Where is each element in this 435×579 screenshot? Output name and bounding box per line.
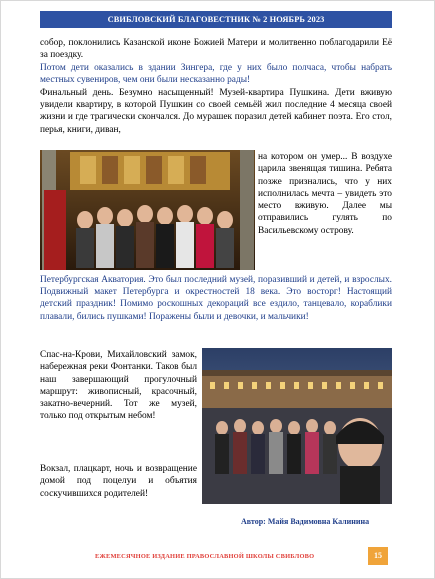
paragraph-petersburg-aquatoria: Петербургская Акватория. Это был последний музей, поразивший и детей, и взрослых. Подвижный макет Петербурга и окрестностей 18 века. Это восторг! Настоящий детский праздник! Помимо роскошных декораций все ездило, танцевало, кораблики плавали, бились пушками! Поражены были и девочки, и мальчики!	[40, 275, 392, 322]
night-embankment-photo-image	[202, 348, 392, 504]
paragraph-pushkin-museum-continued: на котором он умер... В воздухе царила звенящая тишина. Ребята позже признались, что у них исполнилась мечта – увидеть это место вживую. Далее мы отправились гулять по Васильевскому острову.	[258, 152, 392, 236]
footer-publication-name: ЕЖЕМЕСЯЧНОЕ ИЗДАНИЕ ПРАВОСЛАВНОЙ ШКОЛЫ СВИБЛОВО	[95, 553, 315, 560]
newsletter-header: СВИБЛОВСКИЙ БЛАГОВЕСТНИК № 2 НОЯБРЬ 2023	[40, 11, 392, 28]
paragraph-kazan-icon: собор, поклонились Казанской иконе Божией Матери и молитвенно поблагодарили Её за поездку.	[40, 38, 392, 61]
paragraph-return-home: Вокзал, плацкарт, ночь и возвращение домой под поцелуи и объятия соскучившихся родителей!	[40, 464, 197, 499]
cathedral-group-photo-image	[40, 150, 255, 270]
paragraph-pushkin-museum: Финальный день. Безумно насыщенный! Музей-квартира Пушкина. Дети вживую увидели квартиру, в которой Пушкин со своей семьёй жил последние 4 месяца своей жизни и где трагически скончался. До мурашек поразил детей кабинет поэта. Его стол, перья, книги, диван,	[40, 88, 392, 135]
article-author: Автор: Майя Вадимовна Калинина	[241, 517, 370, 526]
paragraph-evening-walk: Спас-на-Крови, Михайловский замок, набережная реки Фонтанки. Таков был наш завершающий прогулочный маршрут: живописный, красочный, закатно-вечерний. Тот же музей, только под открытым небом!	[40, 350, 197, 422]
photo-night-embankment	[202, 348, 392, 504]
page-number-badge: 15	[368, 547, 388, 565]
paragraph-singer-house: Потом дети оказались в здании Зингера, где у них было полчаса, чтобы набрать местных сувениров, чем они были несказанно рады!	[40, 63, 392, 86]
photo-cathedral-group	[40, 150, 255, 270]
